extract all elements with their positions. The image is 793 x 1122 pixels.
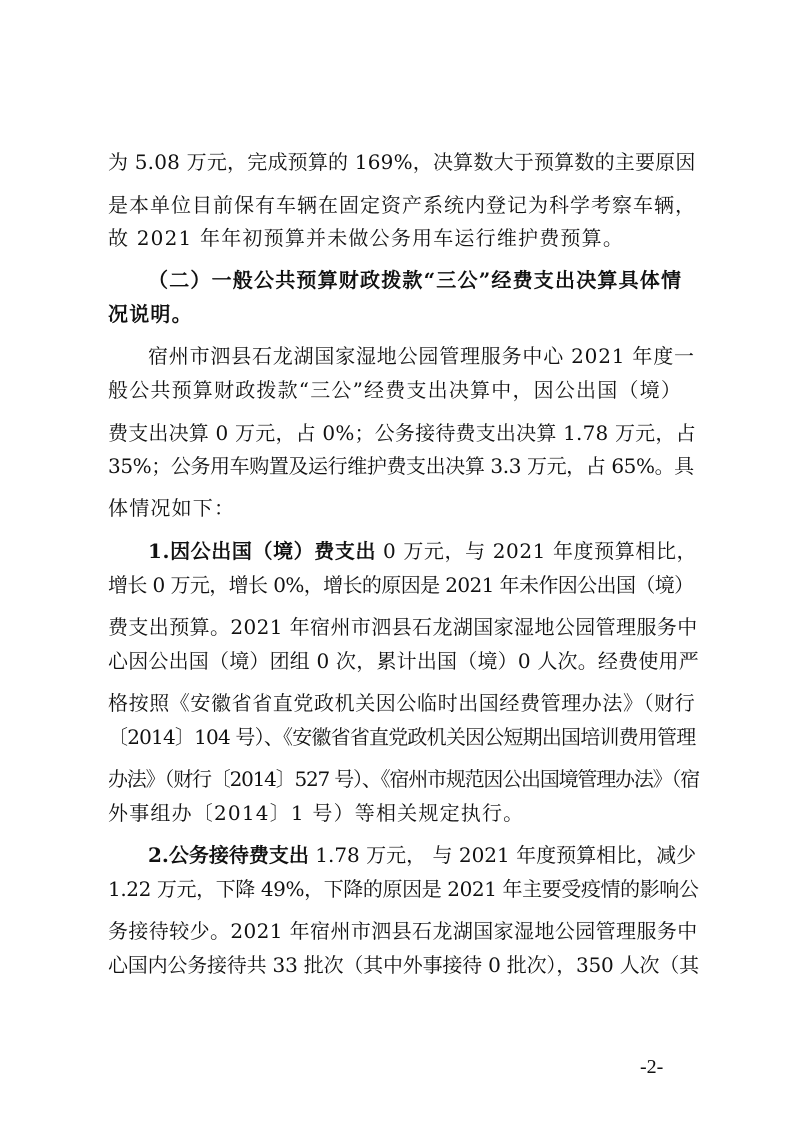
paragraph-4-bold-lead: 1.因公出国（境）费支出 xyxy=(148,539,377,563)
paragraph-3-line-3: 费支出决算 0 万元，占 0%；公务接待费支出决算 1.78 万元，占 xyxy=(108,421,696,445)
paragraph-5-first-rest: 1.78 万元， 与 2021 年度预算相比，减少 xyxy=(308,843,697,867)
paragraph-4-line-6: 〔2014〕104 号）、《安徽省省直党政机关因公短期出国培训费用管理 xyxy=(108,725,696,749)
section-heading-line-2: 况说明。 xyxy=(108,302,193,326)
paragraph-5-line-4: 心国内公务接待共 33 批次（其中外事接待 0 批次），350 人次（其 xyxy=(108,953,699,977)
paragraph-3-line-1: 宿州市泗县石龙湖国家湿地公园管理服务中心 2021 年度一 xyxy=(148,344,695,368)
paragraph-4-line-5: 格按照《安徽省省直党政机关因公临时出国经费管理办法》（财行 xyxy=(108,691,696,715)
paragraph-4-line-3: 费支出预算。2021 年宿州市泗县石龙湖国家湿地公园管理服务中 xyxy=(108,615,698,639)
paragraph-5-line-3: 务接待较少。2021 年宿州市泗县石龙湖国家湿地公园管理服务中 xyxy=(108,919,698,943)
paragraph-4-line-2: 增长 0 万元，增长 0%，增长的原因是 2021 年未作因公出国（境） xyxy=(108,573,694,597)
paragraph-4-first-rest: 0 万元，与 2021 年度预算相比， xyxy=(376,539,698,563)
paragraph-3-line-2: 般公共预算财政拨款“三公”经费支出决算中，因公出国（境） xyxy=(108,378,683,402)
paragraph-4-line-4: 心因公出国（境）团组 0 次，累计出国（境）0 人次。经费使用严 xyxy=(108,649,699,673)
paragraph-5-line-1 xyxy=(148,841,696,869)
paragraph-1-line-1: 为 5.08 万元，完成预算的 169%，决算数大于预算数的主要原因 xyxy=(108,150,696,174)
paragraph-4-line-7: 办法》（财行〔2014〕527 号）、《宿州市规范因公出国境管理办法》（宿 xyxy=(108,767,700,791)
paragraph-3-line-5: 体情况如下： xyxy=(108,496,236,520)
paragraph-1-line-3: 故 2021 年年初预算并未做公务用车运行维护费预算。 xyxy=(108,226,625,250)
paragraph-5-bold-lead: 2.公务接待费支出 xyxy=(148,843,309,867)
page-number: -2- xyxy=(640,1056,664,1078)
paragraph-1-line-2: 是本单位目前保有车辆在固定资产系统内登记为科学考察车辆， xyxy=(108,193,696,217)
paragraph-4-line-8: 外事组办〔2014〕1 号）等相关规定执行。 xyxy=(108,801,525,825)
paragraph-5-line-2: 1.22 万元，下降 49%，下降的原因是 2021 年主要受疫情的影响公 xyxy=(108,877,699,901)
paragraph-3-line-4: 35%；公务用车购置及运行维护费支出决算 3.3 万元，占 65%。具 xyxy=(108,454,694,478)
paragraph-4-line-1 xyxy=(148,537,697,565)
section-heading-line-1: （二）一般公共预算财政拨款“三公”经费支出决算具体情 xyxy=(148,268,683,292)
